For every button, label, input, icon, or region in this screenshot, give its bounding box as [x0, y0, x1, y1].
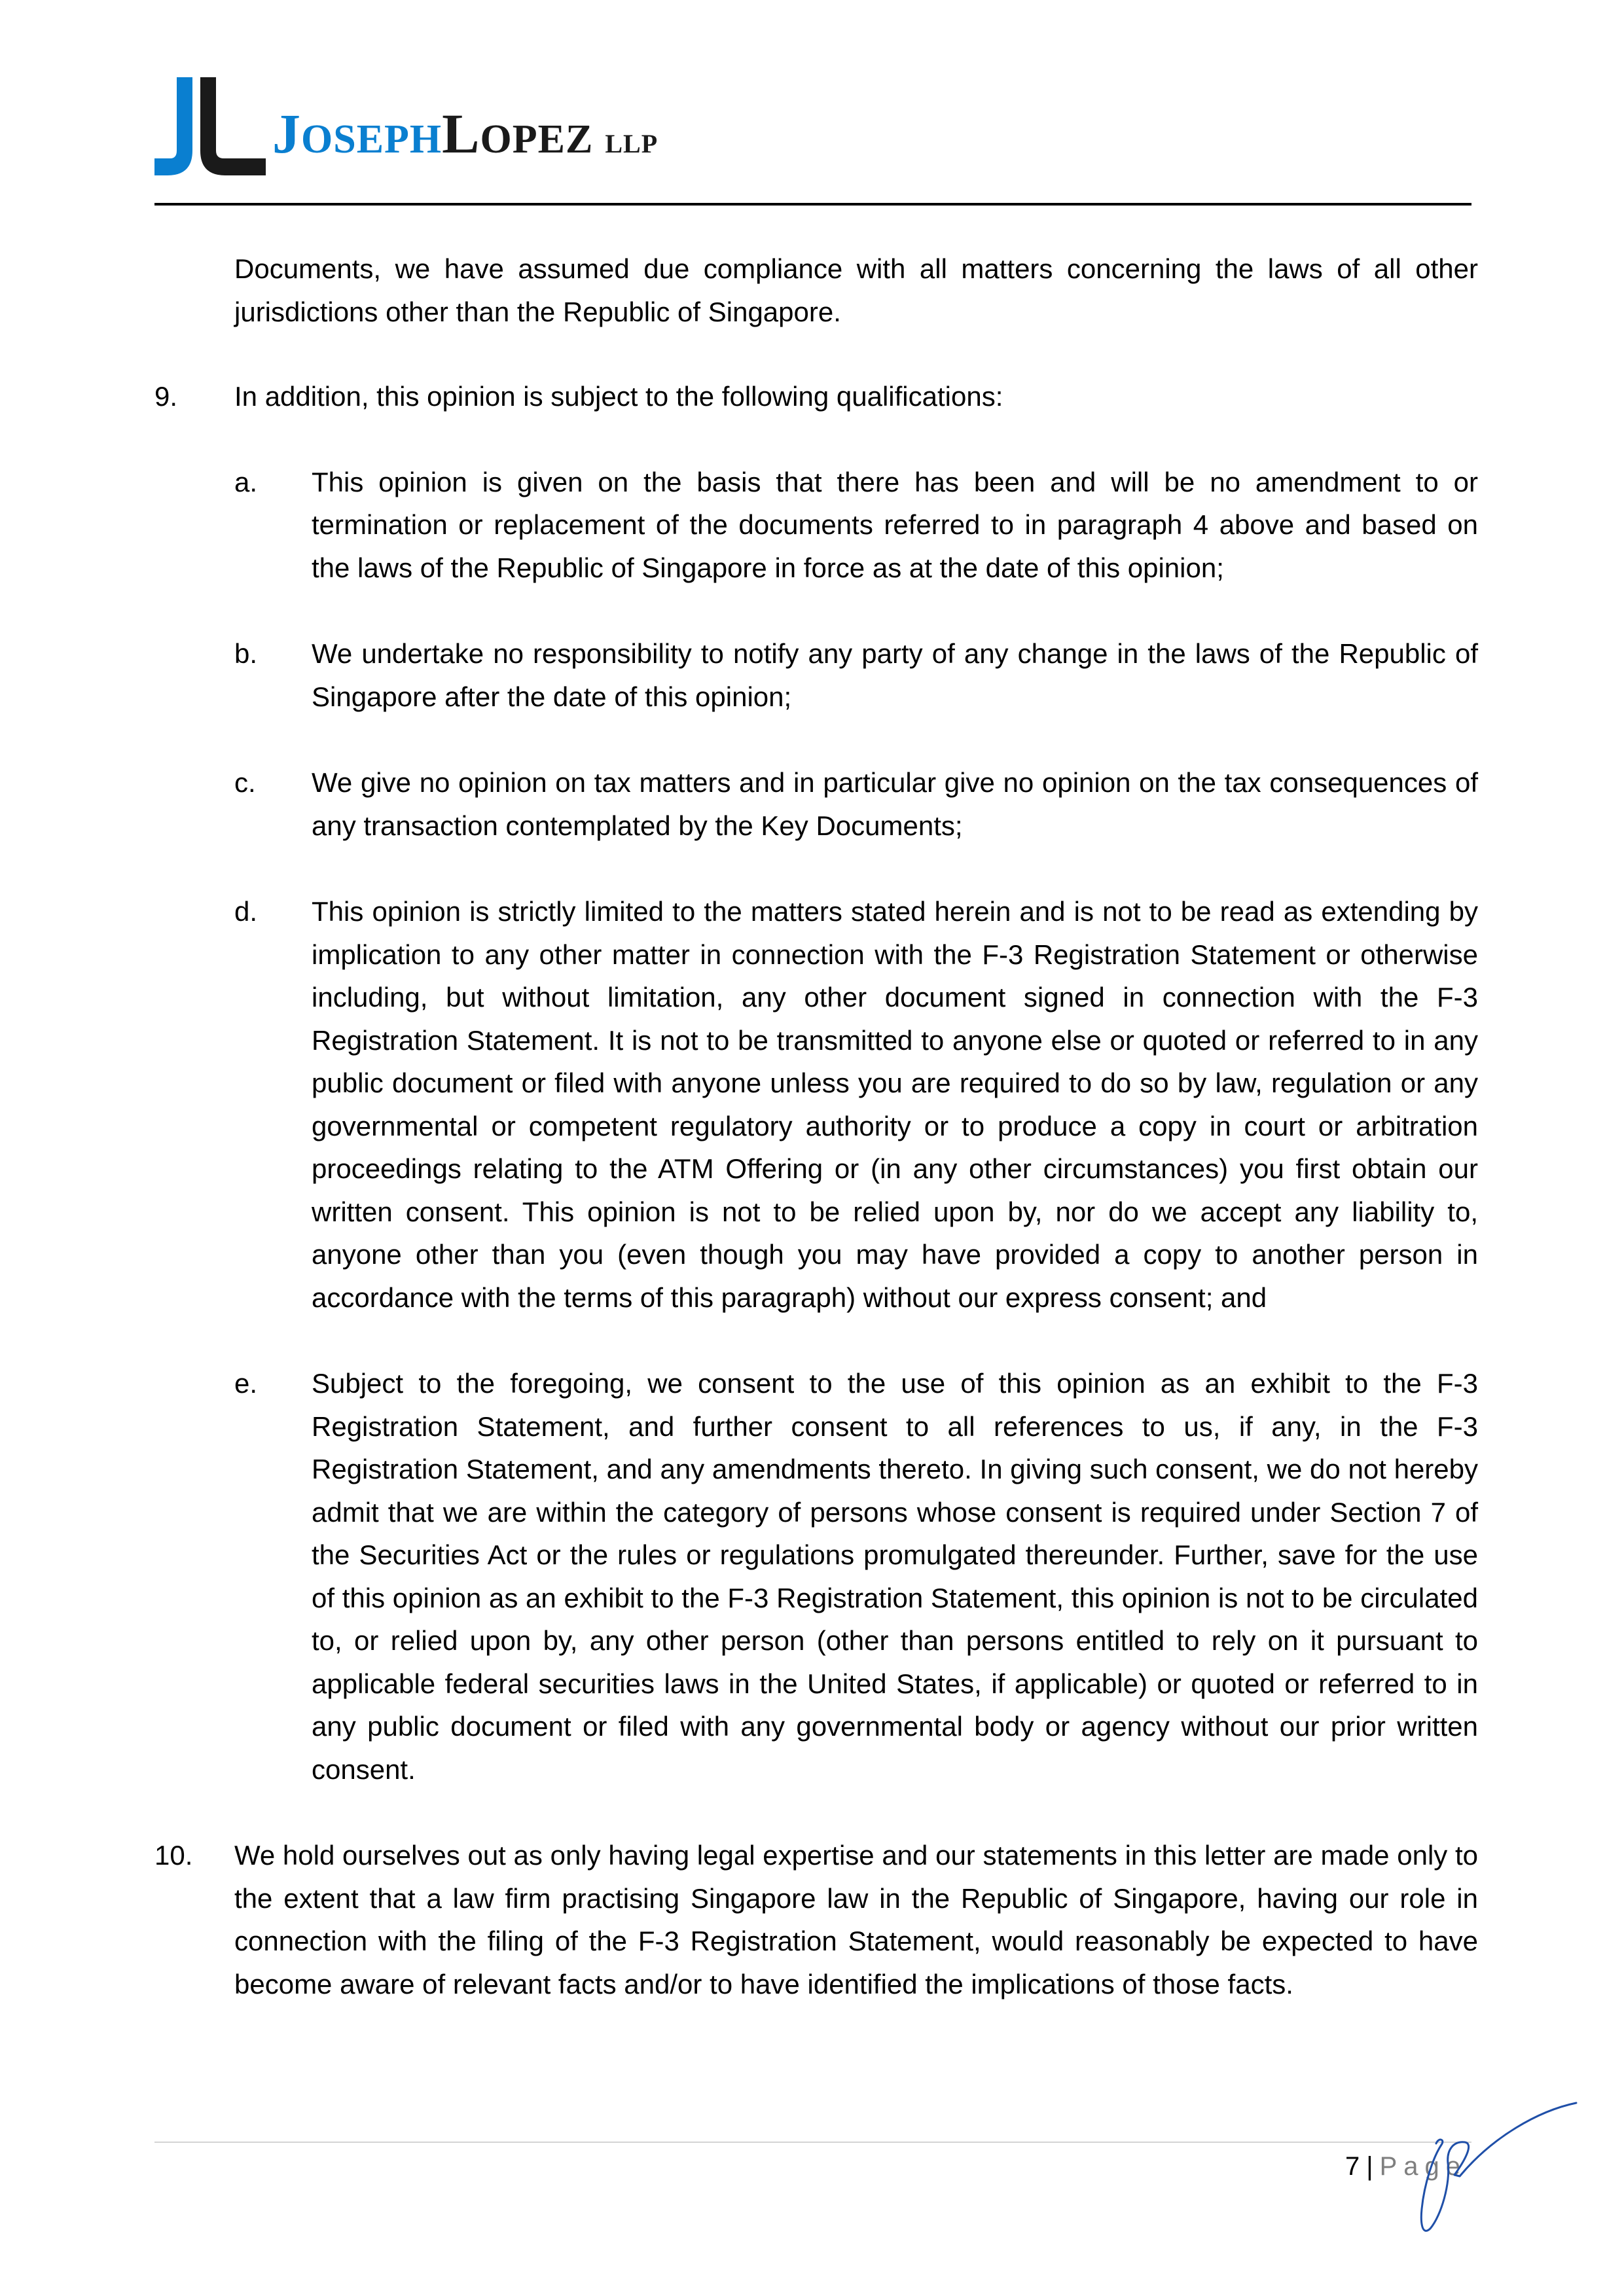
footer-divider — [154, 2142, 1471, 2143]
item-label: e. — [234, 1368, 258, 1399]
paragraph-number: 9. — [154, 381, 178, 412]
continuation-paragraph — [154, 247, 1478, 333]
document-body — [154, 247, 1478, 2048]
qualification-item-d — [154, 890, 1478, 1319]
page-label: Page — [1379, 2152, 1467, 2181]
header-divider — [154, 203, 1471, 206]
paragraph-9 — [154, 375, 1478, 418]
qualification-item-b — [154, 632, 1478, 718]
item-label: a. — [234, 466, 258, 497]
qualification-item-a — [154, 461, 1478, 590]
jl-logo-mark-icon — [154, 77, 266, 175]
firm-suffix: LLP — [605, 129, 659, 158]
qualification-item-c — [154, 761, 1478, 847]
item-label: d. — [234, 896, 258, 927]
paragraph-number: 10. — [154, 1840, 193, 1871]
item-text: This opinion is given on the basis that there has been and will be no amendment to or termination or replacement of the documents referred to in paragraph 4 above and based on the laws of the Republic of Singapore in force as at the date of this opinion; — [312, 466, 1478, 583]
qualification-item-e — [154, 1362, 1478, 1791]
firm-name-part2: LOPEZ — [442, 102, 594, 165]
item-label: c. — [234, 767, 256, 798]
firm-name-part1: JOSEPH — [272, 102, 442, 165]
paragraph-10 — [154, 1834, 1478, 2005]
item-text: We give no opinion on tax matters and in particular give no opinion on the tax consequences of any transaction contemplated by the Key Documents; — [312, 767, 1478, 841]
item-text: This opinion is strictly limited to the matters stated herein and is not to be read as extending by implication to any other matter in connection with the F-3 Registration Statement or otherwise including, but without limitation, any other document signed in connection with the F-3 Registration Statement. It is not to be transmitted to anyone else or quoted or referred to in any public document or filed with anyone unless you are required to do so by law, regulation or any governmental or competent regulatory authority or to produce a copy in court or arbitration proceedings relating to the ATM Offering or (in any other circumstances) you first obtain our written consent. This opinion is not to be relied upon by, nor do we accept any liability to, anyone other than you (even though you may have provided a copy to another person in accordance with the terms of this paragraph) without our express consent; and — [312, 896, 1478, 1313]
paragraph-text: In addition, this opinion is subject to the following qualifications: — [234, 381, 1003, 412]
item-text: We undertake no responsibility to notify any party of any change in the laws of the Republic of Singapore after the date of this opinion; — [312, 638, 1478, 712]
signature-icon — [1407, 2091, 1584, 2248]
paragraph-text: We hold ourselves out as only having legal expertise and our statements in this letter are made only to the extent that a law firm practising Singapore law in the Republic of Singapore, having our role in connection with the filing of the F-3 Registration Statement, would reasonably be expected to have become aware of relevant facts and/or to have identified the implications of those facts. — [234, 1840, 1478, 2000]
page-number: 7 — [1344, 2152, 1360, 2181]
item-label: b. — [234, 638, 258, 669]
item-text: Subject to the foregoing, we consent to the use of this opinion as an exhibit to the F-3 Registration Statement, and further consent to all references to us, if any, in the F-3 Registration Statement, and any amendments thereto. In giving such consent, we do not hereby admit that we are within the category of persons whose consent is required under Section 7 of the Securities Act or the rules or regulations promulgated thereunder. Further, save for the use of this opinion as an exhibit to the F-3 Registration Statement, this opinion is not to be circulated to, or relied upon by, any other person (other than persons entitled to rely on it pursuant to applicable federal securities laws in the United States, if applicable) or quoted or referred to in any public document or filed with any governmental body or agency without our prior written consent. — [312, 1368, 1478, 1785]
paragraph-text: Documents, we have assumed due compliance with all matters concerning the laws of all other jurisdictions other than the Republic of Singapore. — [234, 253, 1478, 327]
firm-name — [272, 101, 658, 166]
page-separator: | — [1366, 2152, 1373, 2181]
letterhead — [154, 77, 1470, 215]
